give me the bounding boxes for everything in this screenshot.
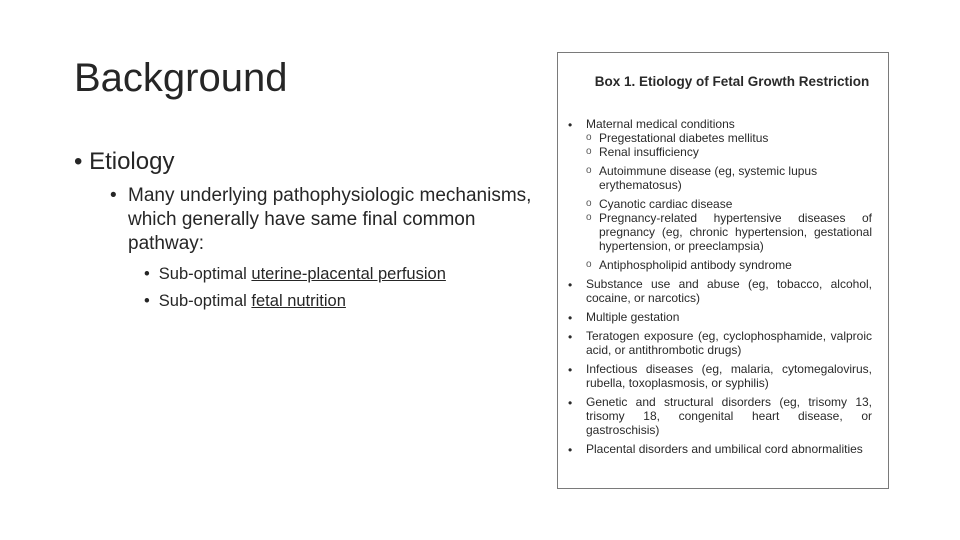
box-list (558, 117, 888, 456)
box-subitem: o Pregestational diabetes mellitus (558, 131, 888, 145)
sub-bullet-perfusion-prefix: Sub-optimal (158, 265, 252, 283)
bullet-etiology (74, 148, 174, 176)
sub-bullet-perfusion-underlined: uterine-placental perfusion (251, 265, 446, 283)
box-subitem: o Pregnancy-related hypertensive diseases of pregnancy (eg, chronic hypertension, gestational hypertension, or preeclampsia) (558, 211, 888, 253)
box-subitem: o Antiphospholipid antibody syndrome (558, 258, 888, 272)
etiology-box-image (557, 52, 889, 489)
bullet-mechanisms-text: Many underlying pathophysiologic mechanisms, which generally have same final common pathway: (128, 185, 532, 254)
box-item: • Maternal medical conditions (558, 117, 888, 131)
box-item: • Infectious diseases (eg, malaria, cytomegalovirus, rubella, toxoplasmosis, or syphilis) (558, 362, 888, 390)
box-subitem: o Cyanotic cardiac disease (558, 197, 888, 211)
box-item: • Genetic and structural disorders (eg, trisomy 13, trisomy 18, congenital heart disease, or gastroschisis) (558, 395, 888, 437)
bullet-etiology-text: Etiology (89, 148, 175, 175)
box-item: • Placental disorders and umbilical cord abnormalities (558, 442, 888, 456)
bullet-dot: • (74, 148, 83, 175)
sub-bullet-perfusion (144, 265, 446, 284)
slide-title: Background (74, 56, 288, 100)
bullet-dot: • (144, 265, 150, 283)
box-item: • Teratogen exposure (eg, cyclophosphamide, valproic acid, or antithrombotic drugs) (558, 329, 888, 357)
box-subitem: o Renal insufficiency (558, 145, 888, 159)
sub-bullet-nutrition-prefix: Sub-optimal (158, 292, 252, 310)
bullet-dot: • (144, 292, 150, 310)
box-subitem: o Autoimmune disease (eg, systemic lupus erythematosus) (558, 164, 888, 192)
bullet-mechanisms (110, 184, 548, 256)
box-title: Box 1. Etiology of Fetal Growth Restriction (594, 74, 870, 89)
bullet-dot: • (110, 185, 117, 206)
box-item: • Substance use and abuse (eg, tobacco, alcohol, cocaine, or narcotics) (558, 277, 888, 305)
box-item: • Multiple gestation (558, 310, 888, 324)
sub-bullet-nutrition-underlined: fetal nutrition (251, 292, 346, 310)
sub-bullet-nutrition (144, 292, 346, 311)
